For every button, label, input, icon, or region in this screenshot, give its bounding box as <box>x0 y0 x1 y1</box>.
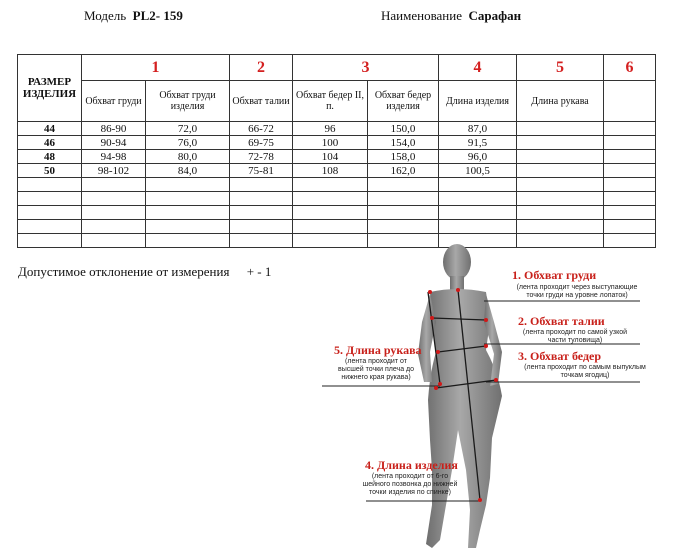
group-number-3: 3 <box>293 55 439 81</box>
size-cell: 48 <box>18 150 82 164</box>
table-cell: 154,0 <box>368 136 439 150</box>
table-cell: 72,0 <box>146 122 230 136</box>
table-cell: 158,0 <box>368 150 439 164</box>
table-cell: 96,0 <box>439 150 517 164</box>
table-cell: 84,0 <box>146 164 230 178</box>
table-cell: 94-98 <box>82 150 146 164</box>
table-cell: 90-94 <box>82 136 146 150</box>
group-number-2: 2 <box>230 55 293 81</box>
size-cell: 44 <box>18 122 82 136</box>
table-cell: 80,0 <box>146 150 230 164</box>
tolerance-label: Допустимое отклонение от измерения <box>18 264 230 279</box>
mannequin-silhouette <box>418 244 502 548</box>
table-cell: 104 <box>293 150 368 164</box>
table-cell: 100 <box>293 136 368 150</box>
measure-3-desc: (лента проходит по самым выпуклым точкам ягодиц) <box>524 364 646 379</box>
table-cell: 86-90 <box>82 122 146 136</box>
table-cell: 108 <box>293 164 368 178</box>
size-cell: 50 <box>18 164 82 178</box>
column-header: Обхват бедер II, п. <box>293 81 368 122</box>
table-cell: 66-72 <box>230 122 293 136</box>
measure-3-title: 3. Обхват бедер <box>518 349 602 363</box>
column-header: Обхват груди <box>82 81 146 122</box>
measure-4-title: 4. Длина изделия <box>365 458 458 472</box>
table-cell: 162,0 <box>368 164 439 178</box>
table-cell: 75-81 <box>230 164 293 178</box>
measure-1-desc: (лента проходит через выступающие точки груди на уровне лопаток) <box>516 284 638 299</box>
column-header: Длина изделия <box>439 81 517 122</box>
measure-1-title: 1. Обхват груди <box>512 268 597 282</box>
table-cell: 69-75 <box>230 136 293 150</box>
table-cell: 91,5 <box>439 136 517 150</box>
name-value: Сарафан <box>468 8 522 23</box>
model-label: Модель <box>84 8 127 23</box>
table-cell: 100,5 <box>439 164 517 178</box>
table-cell: 98-102 <box>82 164 146 178</box>
table-cell: 150,0 <box>368 122 439 136</box>
size-cell: 46 <box>18 136 82 150</box>
measure-2-title: 2. Обхват талии <box>518 314 605 328</box>
group-number-1: 1 <box>82 55 230 81</box>
name-label: Наименование <box>381 8 462 23</box>
table-cell: 72-78 <box>230 150 293 164</box>
column-header: Обхват талии <box>230 81 293 122</box>
tolerance-value: + - 1 <box>246 264 272 279</box>
measure-5-desc: (лента проходит от высшей точки плеча до нижнего края рукава) <box>337 358 415 381</box>
column-header: Обхват груди изделия <box>146 81 230 122</box>
group-number-6: 6 <box>604 55 656 81</box>
size-header: РАЗМЕР ИЗДЕЛИЯ <box>18 55 82 122</box>
measure-5-title: 5. Длина рукава <box>334 343 422 357</box>
table-cell: 87,0 <box>439 122 517 136</box>
column-header: Длина рукава <box>517 81 604 122</box>
table-cell: 76,0 <box>146 136 230 150</box>
table-cell: 96 <box>293 122 368 136</box>
column-header: Обхват бедер изделия <box>368 81 439 122</box>
group-number-5: 5 <box>517 55 604 81</box>
group-number-4: 4 <box>439 55 517 81</box>
model-value: PL2- 159 <box>132 8 183 23</box>
measure-4-desc: (лента проходит от 6-го шейного позвонка до нижней точки изделия по спинке) <box>362 473 458 496</box>
measure-2-desc: (лента проходит по самой узкой части туловища) <box>522 329 628 344</box>
